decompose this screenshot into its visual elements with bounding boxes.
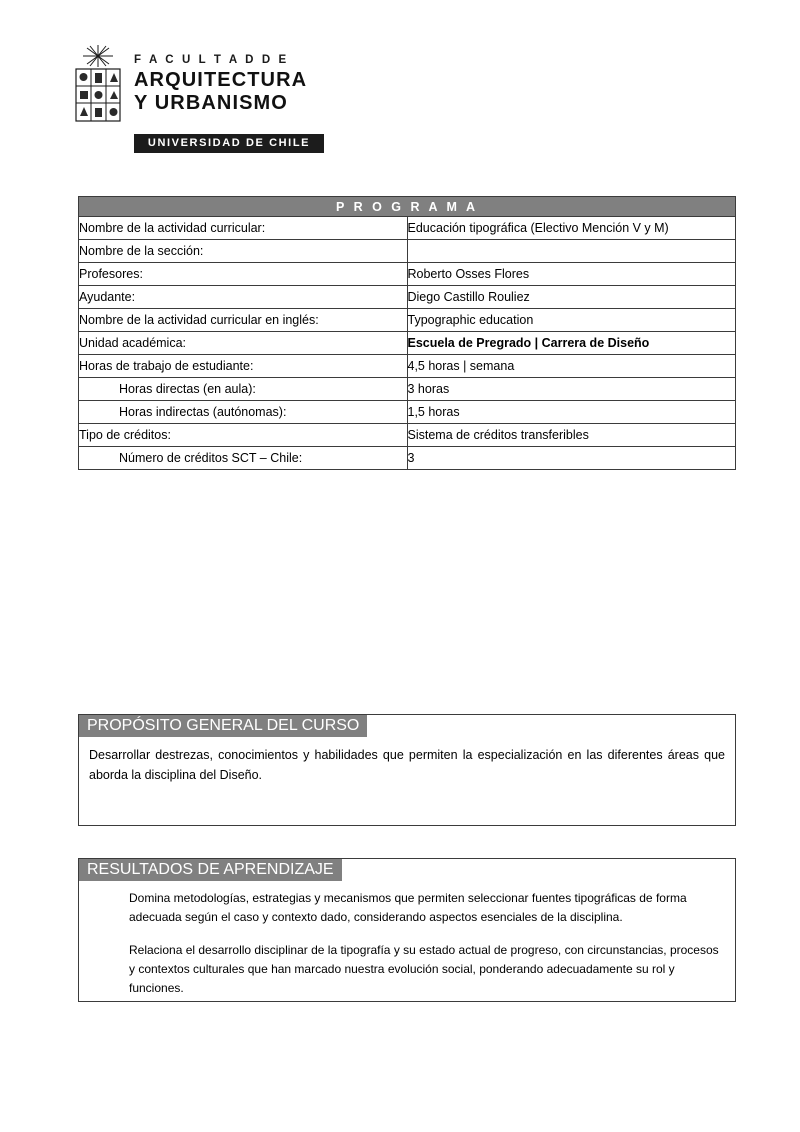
row-value	[407, 240, 736, 263]
row-label: Nombre de la actividad curricular:	[79, 217, 408, 240]
row-label: Nombre de la sección:	[79, 240, 408, 263]
table-row	[79, 332, 736, 355]
outcomes-section-header-wrap	[79, 859, 735, 881]
program-table-header-row	[79, 197, 736, 217]
table-row	[79, 217, 736, 240]
outcomes-section	[78, 858, 736, 1002]
purpose-text: Desarrollar destrezas, conocimientos y habilidades que permiten la especialización en las diferentes áreas que aborda la disciplina del Diseño.	[89, 748, 725, 782]
row-label: Tipo de créditos:	[79, 424, 408, 447]
program-table	[78, 196, 736, 470]
faculty-logo	[72, 45, 362, 170]
row-value: Escuela de Pregrado | Carrera de Diseño	[407, 332, 736, 355]
table-row	[79, 286, 736, 309]
logo-line-architecture: ARQUITECTURA	[134, 69, 308, 91]
row-value: Educación tipográfica (Electivo Mención V y M)	[407, 217, 736, 240]
table-row	[79, 263, 736, 286]
row-label: Horas directas (en aula):	[79, 378, 408, 401]
row-label: Profesores:	[79, 263, 408, 286]
row-value: Sistema de créditos transferibles	[407, 424, 736, 447]
purpose-section	[78, 714, 736, 826]
row-value: 4,5 horas | semana	[407, 355, 736, 378]
row-label: Nombre de la actividad curricular en inglés:	[79, 309, 408, 332]
logo-line-faculty: F A C U L T A D D E	[134, 54, 289, 66]
row-value: Roberto Osses Flores	[407, 263, 736, 286]
program-table-body	[79, 197, 736, 470]
university-seal-icon	[72, 45, 124, 140]
logo-university-bar: UNIVERSIDAD DE CHILE	[134, 134, 324, 153]
faculty-logo-text	[134, 53, 334, 115]
outcomes-section-body	[79, 881, 735, 1008]
row-value: Diego Castillo Rouliez	[407, 286, 736, 309]
outcome-paragraph: Domina metodologías, estrategias y mecanismos que permiten seleccionar fuentes tipográficas de forma adecuada según el caso y contexto dado, considerando aspectos esenciales de la disciplina.	[129, 891, 687, 924]
table-row	[79, 401, 736, 424]
purpose-section-header-wrap	[79, 715, 735, 737]
table-row	[79, 355, 736, 378]
row-value: 1,5 horas	[407, 401, 736, 424]
logo-line-urbanism: Y URBANISMO	[134, 92, 288, 114]
row-label: Ayudante:	[79, 286, 408, 309]
purpose-section-title: PROPÓSITO GENERAL DEL CURSO	[79, 715, 367, 737]
table-row	[79, 309, 736, 332]
row-value: 3	[407, 447, 736, 470]
row-label: Unidad académica:	[79, 332, 408, 355]
table-row	[79, 424, 736, 447]
table-row	[79, 240, 736, 263]
outcomes-section-title: RESULTADOS DE APRENDIZAJE	[79, 859, 342, 881]
program-table-header: P R O G R A M A	[79, 197, 736, 217]
row-label: Horas de trabajo de estudiante:	[79, 355, 408, 378]
table-row	[79, 447, 736, 470]
row-label: Horas indirectas (autónomas):	[79, 401, 408, 424]
purpose-section-body	[79, 737, 735, 795]
row-value: 3 horas	[407, 378, 736, 401]
row-label: Número de créditos SCT – Chile:	[79, 447, 408, 470]
row-value: Typographic education	[407, 309, 736, 332]
outcome-paragraph: Relaciona el desarrollo disciplinar de la tipografía y su estado actual de progreso, con circunstancias, procesos y contextos culturales que han marcado nuestra evolución social, ponderando adecuadamente su rol y funciones.	[129, 943, 719, 995]
table-row	[79, 378, 736, 401]
